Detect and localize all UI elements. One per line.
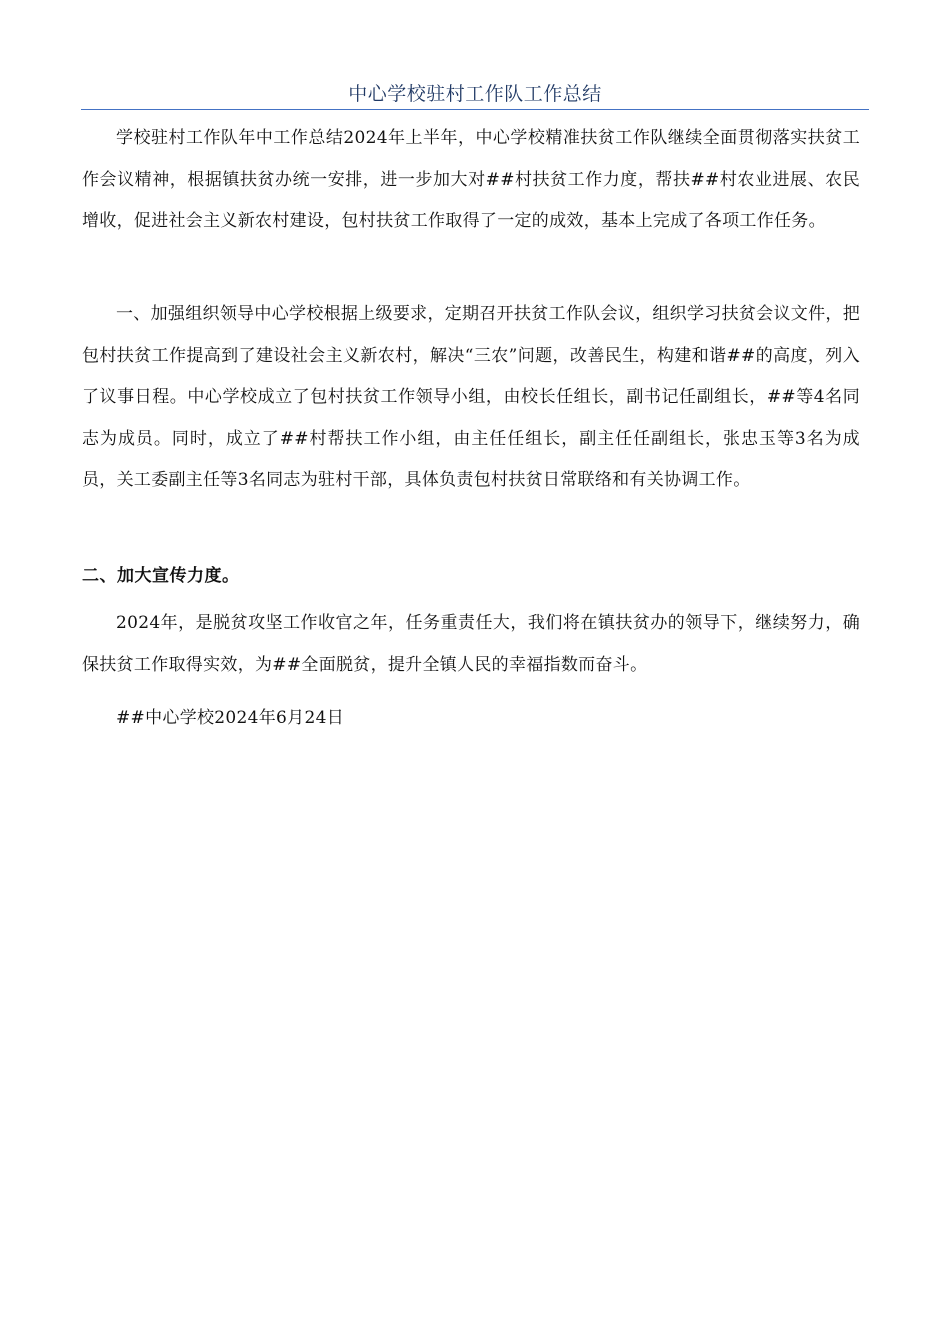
title-underline [81, 109, 869, 110]
section-2-paragraph: 2024年，是脱贫攻坚工作收官之年，任务重责任大，我们将在镇扶贫办的领导下，继续努力，确保扶贫工作取得实效，为##全面脱贫，提升全镇人民的幸福指数而奋斗。 [82, 613, 860, 675]
section-2-heading: 二、加大宣传力度。 [82, 566, 240, 586]
document-title: 中心学校驻村工作队工作总结 [348, 83, 602, 105]
section-1-paragraph: 一、加强组织领导中心学校根据上级要求，定期召开扶贫工作队会议，组织学习扶贫会议文件，把包村扶贫工作提高到了建设社会主义新农村，解决“三农”问题，改善民生，构建和谐##的高度，列入了议事日程。中心学校成立了包村扶贫工作领导小组，由校长任组长，副书记任副组长，##等4名同志为成员。同时，成立了##村帮扶工作小组，由主任任组长，副主任任副组长，张忠玉等3名为成员，关工委副主任等3名同志为驻村干部，具体负责包村扶贫日常联络和有关协调工作。 [82, 304, 860, 490]
signature-line: ##中心学校2024年6月24日 [116, 708, 344, 728]
intro-paragraph: 学校驻村工作队年中工作总结2024年上半年，中心学校精准扶贫工作队继续全面贯彻落实扶贫工作会议精神，根据镇扶贫办统一安排，进一步加大对##村扶贫工作力度，帮扶##村农业进展、农民增收，促进社会主义新农村建设，包村扶贫工作取得了一定的成效，基本上完成了各项工作任务。 [82, 128, 860, 231]
